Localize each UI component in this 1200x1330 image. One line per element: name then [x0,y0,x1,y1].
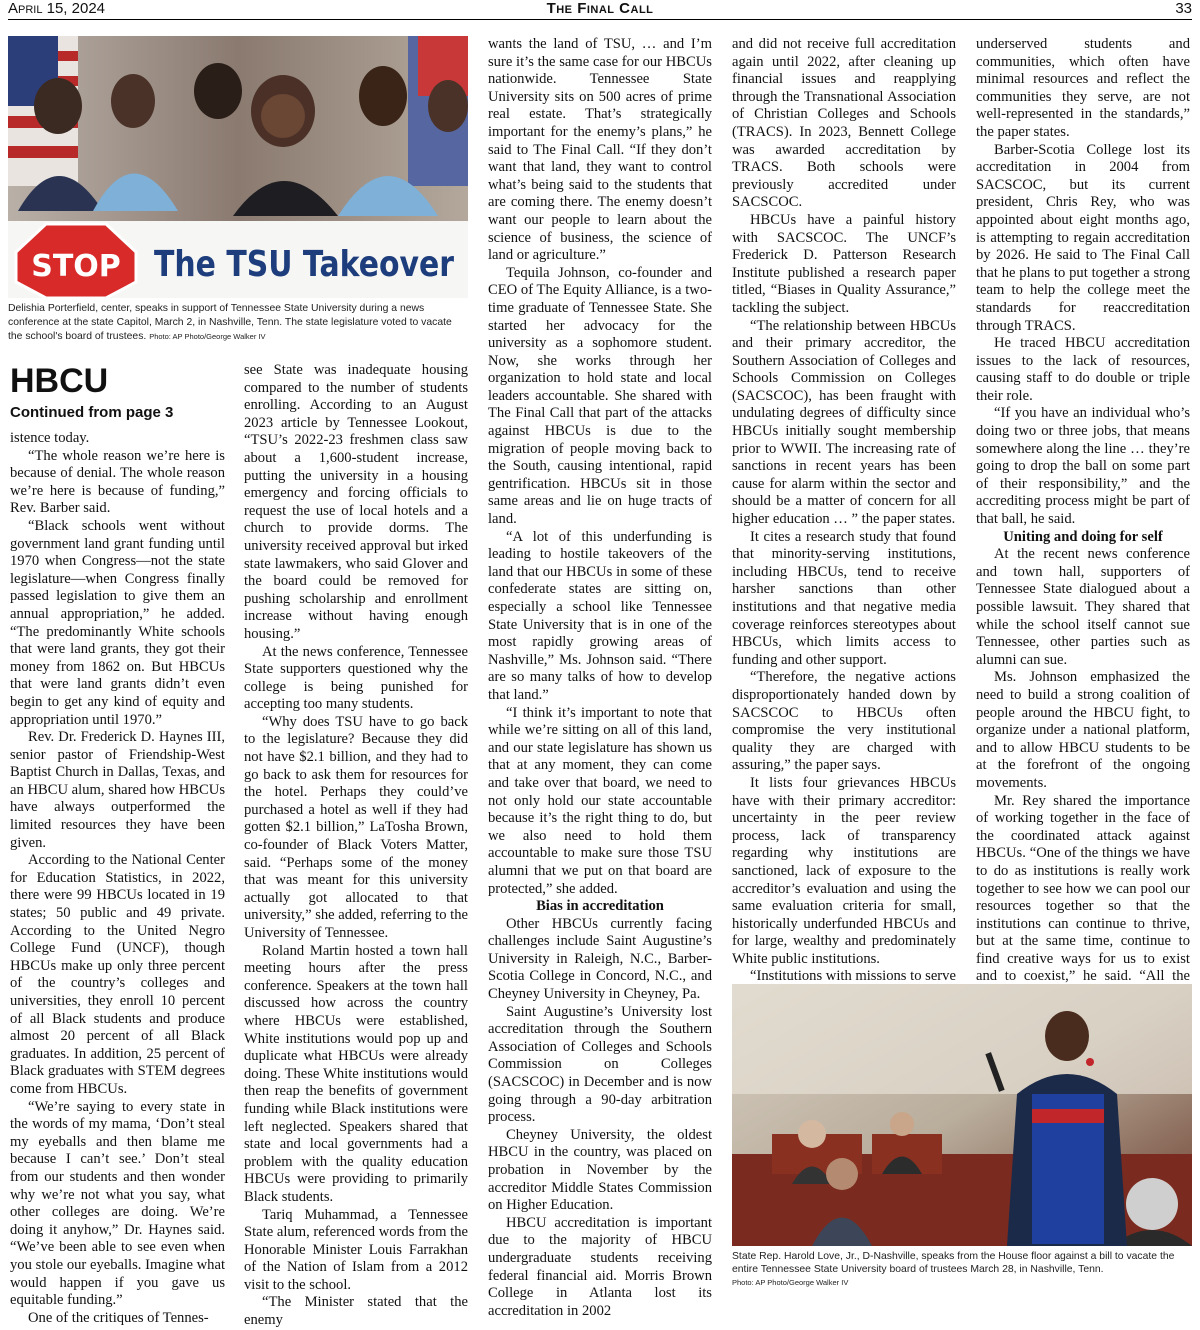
paragraph: Mr. Rey shared the importance of working together in the face of the coordinated attack against HBCUs. “One of the things we have to do as institutions is really work together to see how we can pool our resources together so that the institutions can continue to thrive, but at the same time, continue to find creative ways for us to exist and to coexist,” he said. “All the [976,792,1190,985]
article-headline: HBCU [10,362,109,400]
paragraph: Ms. Johnson emphasized the need to build a strong coalition of people around the HBCU fight, to organize under a national platform, and to allow HBCU students to be at the forefront of the ongoing movements. [976,669,1190,791]
article-column-3 [488,36,712,1319]
photo-caption-2 [732,1250,1192,1289]
article-column-2 [244,362,468,1329]
paragraph: It cites a research study that found that minority-serving institutions, including HBCUs, tend to receive harsher sanctions than other institutions and that negative media coverage reinforces stereotypes about HBCUs, which limits access to funding and other support. [732,528,956,668]
paragraph: “If you have an individual who’s doing two or three jobs, that means somewhere along the line … they’re going to drop the ball on some part of their responsibility,” and the accrediting process might be part of that ball, he said. [976,405,1190,528]
paragraph: At the recent news conference and town hall, supporters of Tennessee State dialogued about a possible lawsuit. They shared that while the school itself cannot sue Tennessee, other parties such as alumni can sue. [976,546,1190,668]
page-number: 33 [1175,0,1192,17]
paragraph: Roland Martin hosted a town hall meeting hours after the press conference. Speakers at the town hall discussed how across the country where HBCUs were established, White institutions would pop up and duplicate what HBCUs were already doing. These White institutions would then reap the benefits of government funding while Black institutions were left neglected. Speakers shared that state and local governments had a problem with the quality education HBCUs were providing to primarily Black students. [244,942,468,1205]
paragraph: “A lot of this underfunding is leading to hostile takeovers of the land that our HBCUs in some of these confederate states are sitting on, especially a school like Tennessee State University that is in one of the most rapidly growing areas of Nashville,” Ms. Johnson said. “There are so many talks of how to develop that land.” [488,528,712,703]
paragraph: “Why does TSU have to go back to the legislature? Because they did not have $2.1 billion, and they had to go back to ask them for resources for the hotel. Perhaps they could’ve purchased a hotel as well if they had gotten $2.1 billion,” LaTosha Brown, co-founder of Black Voters Matter, said. “Perhaps some of the money that was meant for this university actually got allocated to that university,” she added, referring to the University of Tennessee. [244,713,468,941]
paragraph: Other HBCUs currently facing challenges include Saint Augustine’s University in Raleigh, N.C., Barber-Scotia College in Concord, N.C., and Cheyney University in Cheyney, Pa. [488,915,712,1003]
news-conference-photo [8,36,468,298]
newspaper-name: The Final Call [546,0,654,17]
paragraph: At the news conference, Tennessee State supporters questioned why the college is being punished for accepting too many students. [244,643,468,713]
paragraph: underserved students and communities, which often have minimal resources and reflect the communities they serve, are not well-represented in the standards,” the paper states. [976,36,1190,140]
paragraph: “We’re saying to every state in the words of my mama, ‘Don’t steal my eyeballs and then blame me because I can’t see.’ Don’t steal from our students and then wonder why we’re not what you say, what other colleges are doing. We’re doing it anyhow,” Dr. Haynes said. “We’ve been able to see even when you stole our eyeballs. Imagine what would happen if you gave us equitable funding.” [10,1098,225,1309]
house-floor-photo [732,984,1192,1246]
paragraph: wants the land of TSU, … and I’m sure it’s the same case for our HBCUs nationwide. Tennessee State University sits on 500 acres of prime real estate. That’s strategically important for the enemy’s plans,” he said to The Final Call. “If they don’t want that land, they want to control what’s being said to the students that are coming there. The enemy doesn’t want our people to learn about the science of business, the science of land or agriculture.” [488,36,712,264]
paragraph: Barber-Scotia College lost its accreditation in 2004 from SACSCOC, but its current president, Chris Rey, who was appointed about eight months ago, is attempting to regain accreditation by 2026. He said to The Final Call that he plans to put together a strong team to help the college meet the standards for reaccreditation through TRACS. [976,141,1190,334]
photo-caption-1 [8,302,468,344]
paragraph: “Black schools went without government land grant funding until 1970 when Congress—not the state legislature—when Congress finally passed legislation to give them an annual appropriation,” he added. “The predominantly White schools that were land grants, they got their money from 1862 on. But HBCUs that were land grants didn’t even begin to get any kind of equity and appropriation until 1970.” [10,517,225,728]
sign-stop-text: STOP [31,249,121,284]
caption-text: Delishia Porterfield, center, speaks in support of Tennessee State University during a news conference at the state Capitol, March 2, in Nashville, Tenn. The state legislature voted to vacate the school's board of trustees. [8,303,452,342]
paragraph: According to the National Center for Education Statistics, in 2022, there were 99 HBCUs located in 19 states; 50 public and 49 private. According to the United Negro College Fund (UNCF), though HBCUs make up only three percent of the country’s colleges and universities, they enroll 10 percent of all Black students and produce almost 20 percent of all Black graduates. In addition, 25 percent of Black graduates with STEM degrees come from HBCUs. [10,852,225,1097]
paragraph: It lists four grievances HBCUs have with their primary accreditor: uncertainty in the peer review process, lack of transparency regarding why institutions are sanctioned, lack of exposure to the accreditor’s evaluation and using the same evaluation criteria for small, historically underfunded HBCUs and for large, wealthy and predominately White public institutions. [732,774,956,967]
paragraph: see State was inadequate housing compared to the number of students enrolling. According to an August 2023 article by Tennessee Lookout, “TSU’s 2022-23 freshmen class saw about a 1,600-student increase, putting the university in a housing emergency and forcing officials to request the use of local hotels and a church to provide dorms. The university received approval but irked state lawmakers, who said Glover and the board could be removed for pushing scholarship and enrollment increase without having enough housing.” [244,362,468,642]
article-column-1 [10,360,225,1326]
paragraph: “I think it’s important to note that while we’re sitting on all of this land, and our state legislature has shown us that at any moment, they can come and take over that board, we need to not only hold our state accountable because it’s the right thing to do, but we also need to hold them accountable to make sure those TSU alumni that we put on that board are protected,” she added. [488,704,712,897]
paragraph: “Institutions with missions to serve [750,968,956,985]
paragraph: “Therefore, the negative actions disproportionately handed down by SACSCOC to HBCUs often compromise the very institutional quality they are charged with assuring,” the paper says. [732,669,956,774]
paragraph: “The Minister stated that the enemy [244,1294,468,1329]
paragraph: He traced HBCU accreditation issues to the lack of resources, causing staff to do double or triple their role. [976,335,1190,404]
paragraph: One of the critiques of Tennes- [28,1309,209,1326]
paragraph: and did not receive full accreditation again until 2022, after cleaning up financial issues and reapplying through the Transnational Association of Christian Colleges and Schools (TRACS). In 2023, Bennett College was awarded accreditation by TRACS. Both schools were previously accredited under SACSCOC. [732,36,956,211]
paragraph: “The relationship between HBCUs and their primary accreditor, the Southern Association of Colleges and Schools Commission on Colleges (SACSCOC), has been fraught with undulating degrees of difficulty since HBCUs initially sought membership prior to WWII. The increasing rate of sanctions in recent years has been cause for alarm within the sector and should be a matter of concern for all higher education … ” the paper states. [732,317,956,528]
page-header [8,0,1192,20]
paragraph: istence today. [10,430,90,446]
paragraph: “The whole reason we’re here is because of denial. The whole reason we’re here is because of funding,” Rev. Barber said. [10,447,225,517]
paragraph: Tequila Johnson, co-founder and CEO of The Equity Alliance, is a two-time graduate of Tennessee State. She started her advocacy for the university as a sophomore student. Now, she works through her organization to hold state and local leaders accountable. She shared with The Final Call that part of the attacks against HBCUs is due to the migration of people moving back to the South, causing intentional, rapid gentrification. HBCUs sit in those same areas and lie on huge tracts of land. [488,264,712,528]
sign-title-text: The TSU Takeover [154,244,455,285]
paragraph: Tariq Muhammad, a Tennessee State alum, referenced words from the Honorable Minister Louis Farrakhan of the Nation of Islam from a 2012 visit to the school. [244,1206,468,1293]
section-subhead: Bias in accreditation [536,898,664,915]
paragraph: Cheyney University, the oldest HBCU in the country, was placed on probation in November by the accreditor Middle States Commission on Higher Education. [488,1126,712,1214]
photo-credit: Photo: AP Photo/George Walker IV [732,1278,849,1287]
article-column-5 [976,36,1190,985]
caption-text: State Rep. Harold Love, Jr., D-Nashville, speaks from the House floor against a bill to vacate the entire Tennessee State University board of trustees March 28, in Nashville, Tenn. [732,1251,1175,1275]
paragraph: Saint Augustine’s University lost accreditation through the Southern Association of Colleges and Schools Commission on Colleges (SACSCOC) in December and is now going through a 90-day arbitration process. [488,1003,712,1126]
issue-date: April 15, 2024 [8,0,106,17]
paragraph: HBCUs have a painful history with SACSCOC. The UNCF’s Frederick D. Patterson Research Institute published a research paper titled, “Biases in Quality Assurance,” tackling the subject. [732,211,956,316]
paragraph: HBCU accreditation is important due to the majority of HBCU undergraduate students receiving federal financial aid. Morris Brown College in Atlanta lost its accreditation in 2002 [488,1214,712,1319]
house-floor-illustration [732,984,1192,1246]
paragraph: Rev. Dr. Frederick D. Haynes III, senior pastor of Friendship-West Baptist Church in Dallas, Texas, and an HBCU alum, shared how HBCUs have always outperformed the limited resources they have been given. [10,729,225,851]
article-column-4 [732,36,956,985]
continued-from-line: Continued from page 3 [10,404,174,421]
photo-credit: Photo: AP Photo/George Walker IV [149,332,266,341]
section-subhead: Uniting and doing for self [1003,528,1163,545]
news-conference-illustration [8,36,468,298]
